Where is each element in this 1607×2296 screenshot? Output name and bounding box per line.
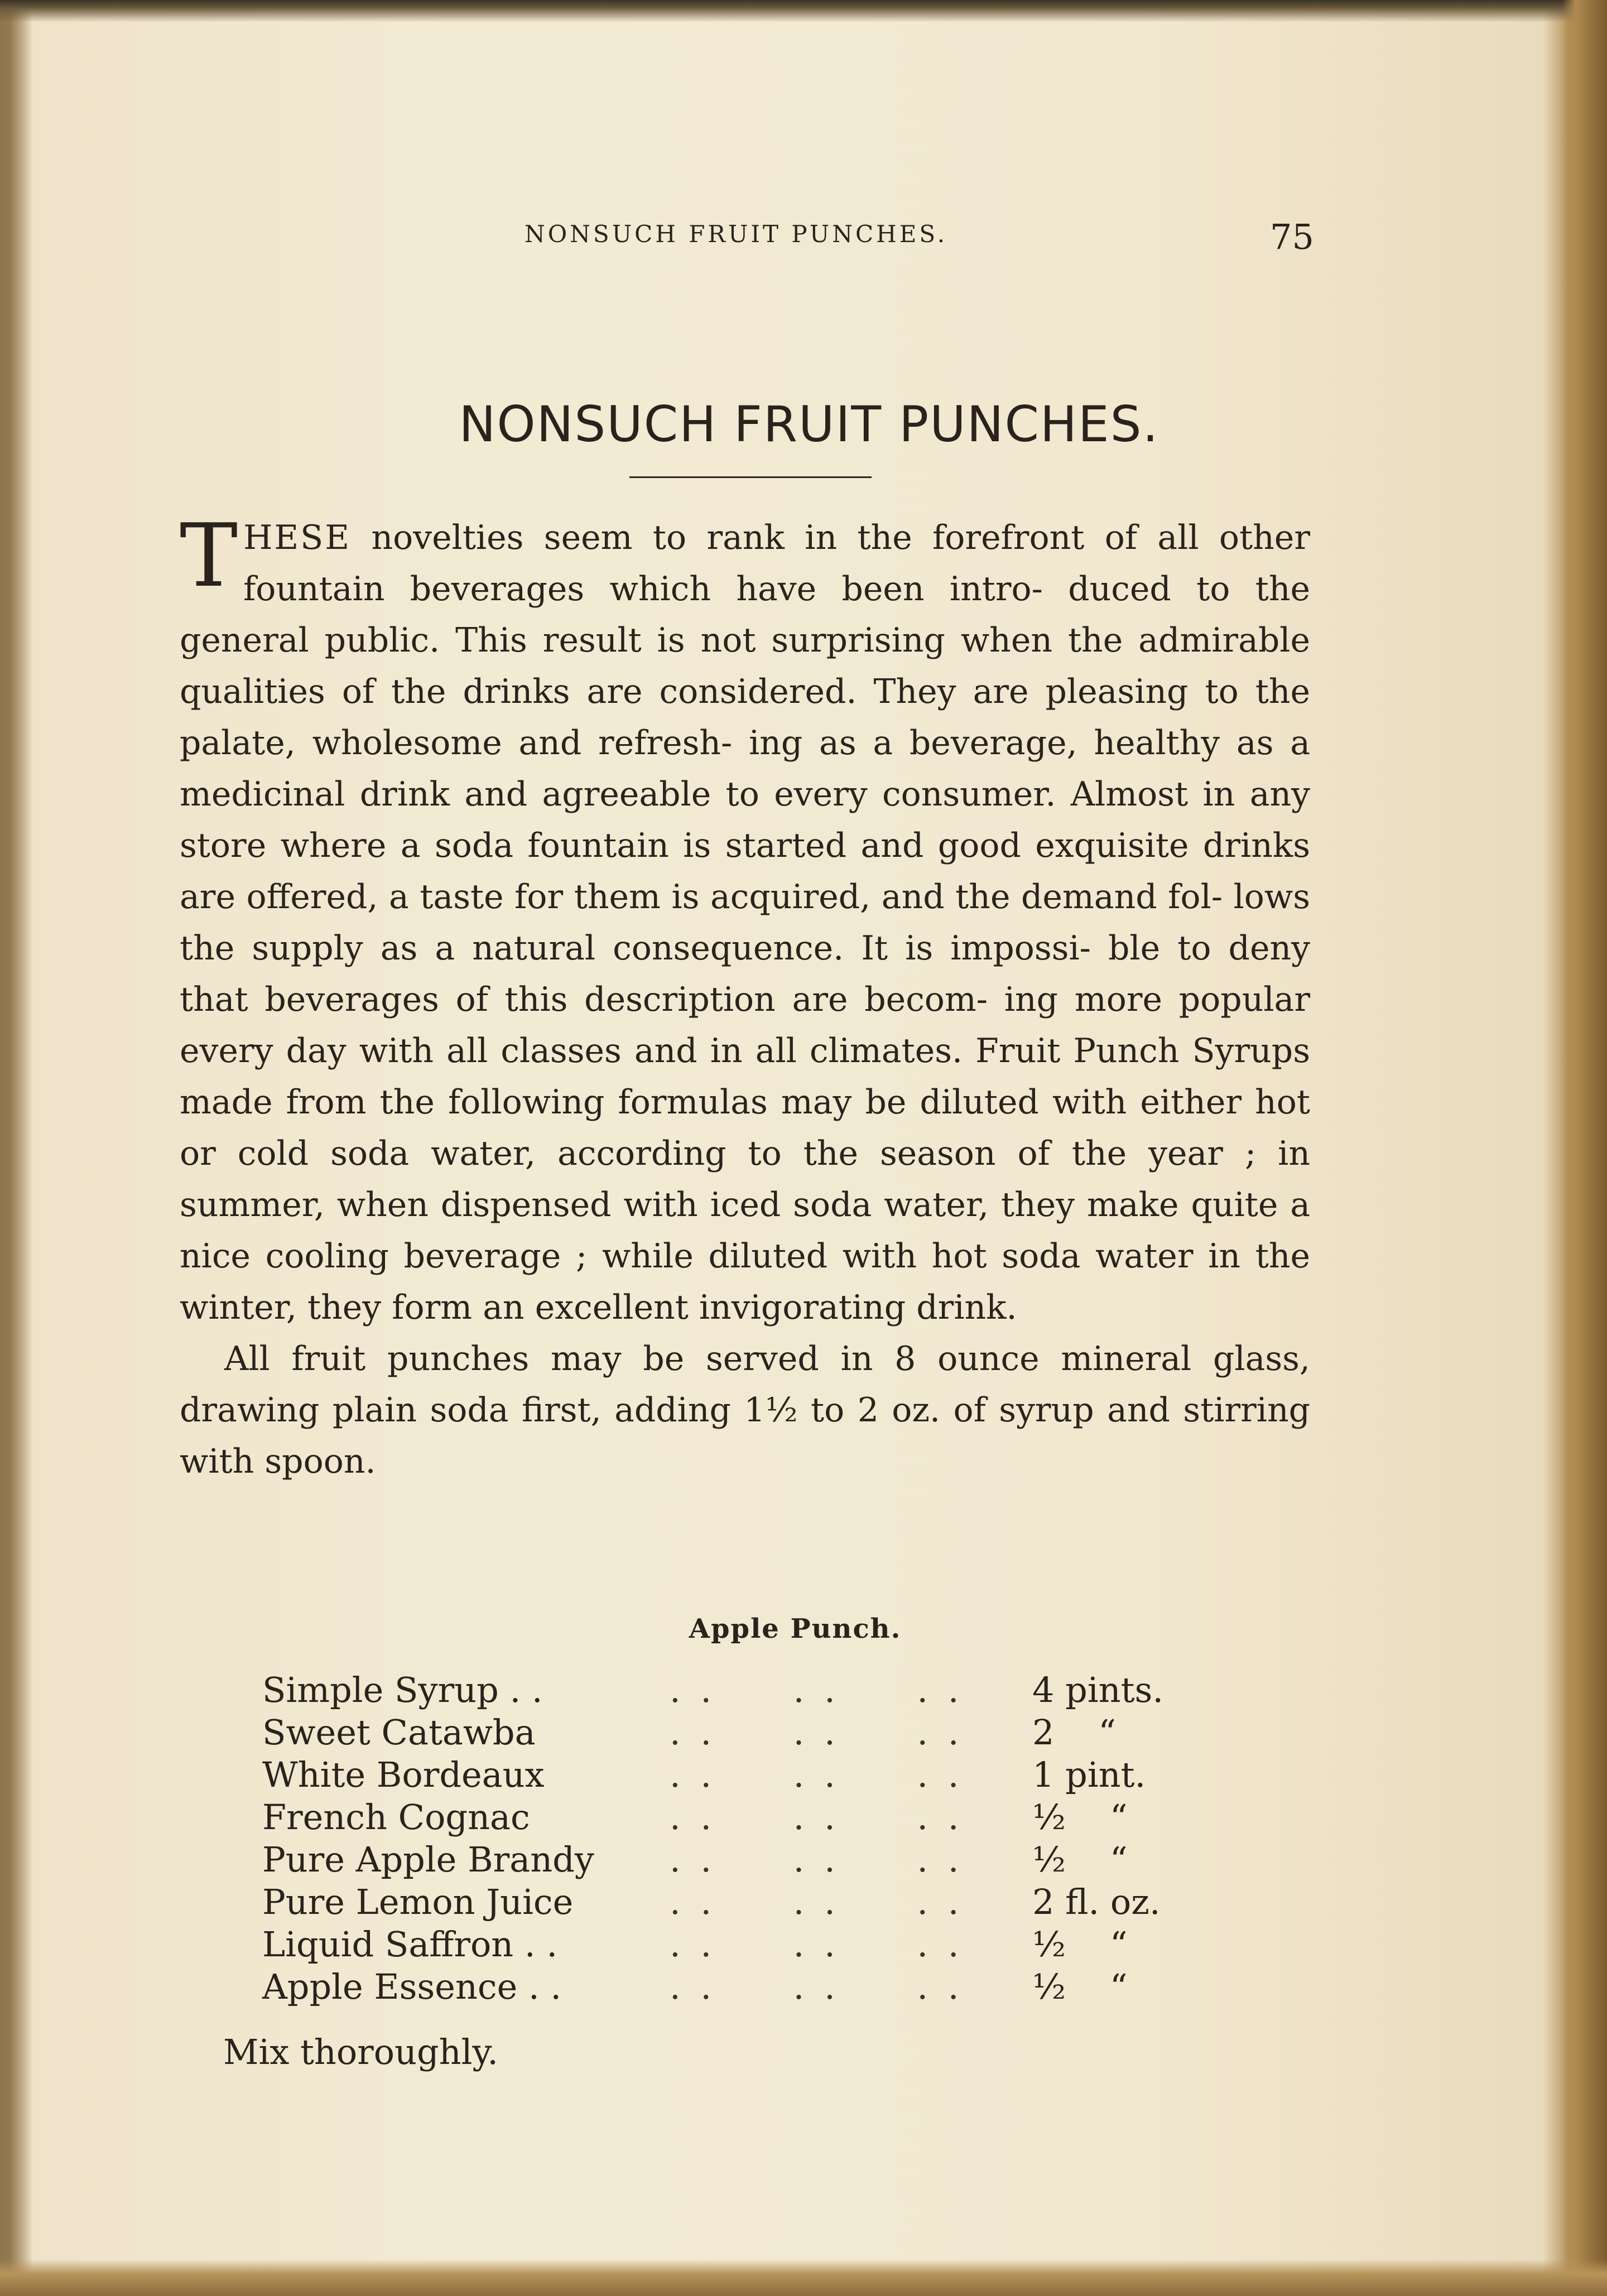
- paragraph-1: [180, 505, 1310, 1333]
- drop-cap: T: [180, 505, 238, 606]
- dot-leader: . . . . . .: [670, 1966, 964, 2007]
- running-head: NONSUCH FRUIT PUNCHES.: [525, 220, 948, 248]
- dot-leader: . . . . . .: [670, 1797, 964, 1837]
- dot-leader: . . . . . .: [670, 1839, 964, 1880]
- ingredient-name: French Cognac: [262, 1797, 530, 1837]
- ingredient-row: [262, 1839, 1267, 1881]
- ingredient-row: [262, 1669, 1267, 1711]
- ingredient-name: Pure Apple Brandy: [262, 1839, 594, 1880]
- ingredient-row: [262, 1966, 1267, 2008]
- ingredient-row: [262, 1923, 1267, 1966]
- ingredient-name: White Bordeaux: [262, 1754, 545, 1795]
- ingredient-list: [262, 1669, 1267, 2008]
- ingredient-quantity: 1 pint.: [1032, 1754, 1146, 1795]
- ingredient-quantity: ½ “: [1032, 1924, 1128, 1965]
- dot-leader: . . . . . .: [670, 1924, 964, 1965]
- ingredient-name: Liquid Saffron . .: [262, 1924, 558, 1965]
- dot-leader: . . . . . .: [670, 1882, 964, 1922]
- ingredient-quantity: ½ “: [1032, 1797, 1128, 1837]
- recipe-title: Apple Punch.: [689, 1613, 902, 1644]
- dot-leader: . . . . . .: [670, 1754, 964, 1795]
- ingredient-quantity: 2 “: [1032, 1712, 1116, 1753]
- dot-leader: . . . . . .: [670, 1712, 964, 1753]
- dot-leader: . . . . . .: [670, 1670, 964, 1710]
- title-rule: [629, 476, 872, 478]
- ingredient-name: Pure Lemon Juice: [262, 1882, 574, 1922]
- ingredient-row: [262, 1796, 1267, 1839]
- chapter-title: NONSUCH FRUIT PUNCHES.: [459, 395, 1159, 453]
- ingredient-row: [262, 1881, 1267, 1923]
- body-text: [180, 505, 1310, 1487]
- ingredient-quantity: ½ “: [1032, 1966, 1128, 2007]
- ingredient-quantity: ½ “: [1032, 1839, 1128, 1880]
- paragraph-1-text: novelties seem to rank in the forefront of all other fountain beverages which have been intro- duced to the general public. This result is not surprising when the admirable qualities of the drinks are considered. They are pleasing to the palate, wholesome and refresh- ing as a beverage, healthy as a medicinal drink and agreeable to every consumer. Almost in any store where a soda fountain is started and good exquisite drinks are offered, a taste for them is acquired, and the demand fol- lows the supply as a natural consequence. It is impossi- ble to deny that beverages of this description are becom- ing more popular every day with all classes and in all climates. Fruit Punch Syrups made from the following formulas may be diluted with either hot or cold soda water, according to the season of the year ; in summer, when dispensed with iced soda water, they make quite a nice cooling beverage ; while diluted with hot soda water in the winter, they form an excellent invigorating drink.: [180, 518, 1310, 1327]
- ingredient-row: [262, 1711, 1267, 1754]
- lead-word: HESE: [243, 518, 352, 557]
- ingredient-quantity: 2 fl. oz.: [1032, 1882, 1161, 1922]
- ingredient-name: Sweet Catawba: [262, 1712, 536, 1753]
- ingredient-quantity: 4 pints.: [1032, 1670, 1164, 1710]
- page-number: 75: [1270, 216, 1314, 257]
- ingredient-row: [262, 1754, 1267, 1796]
- ingredient-name: Apple Essence . .: [262, 1966, 562, 2007]
- recipe-note: Mix thoroughly.: [223, 2032, 499, 2072]
- paragraph-2: All fruit punches may be served in 8 ounce mineral glass, drawing plain soda first, adding 1½ to 2 oz. of syrup and stirring with spoon.: [180, 1339, 1310, 1481]
- ingredient-name: Simple Syrup . .: [262, 1670, 543, 1710]
